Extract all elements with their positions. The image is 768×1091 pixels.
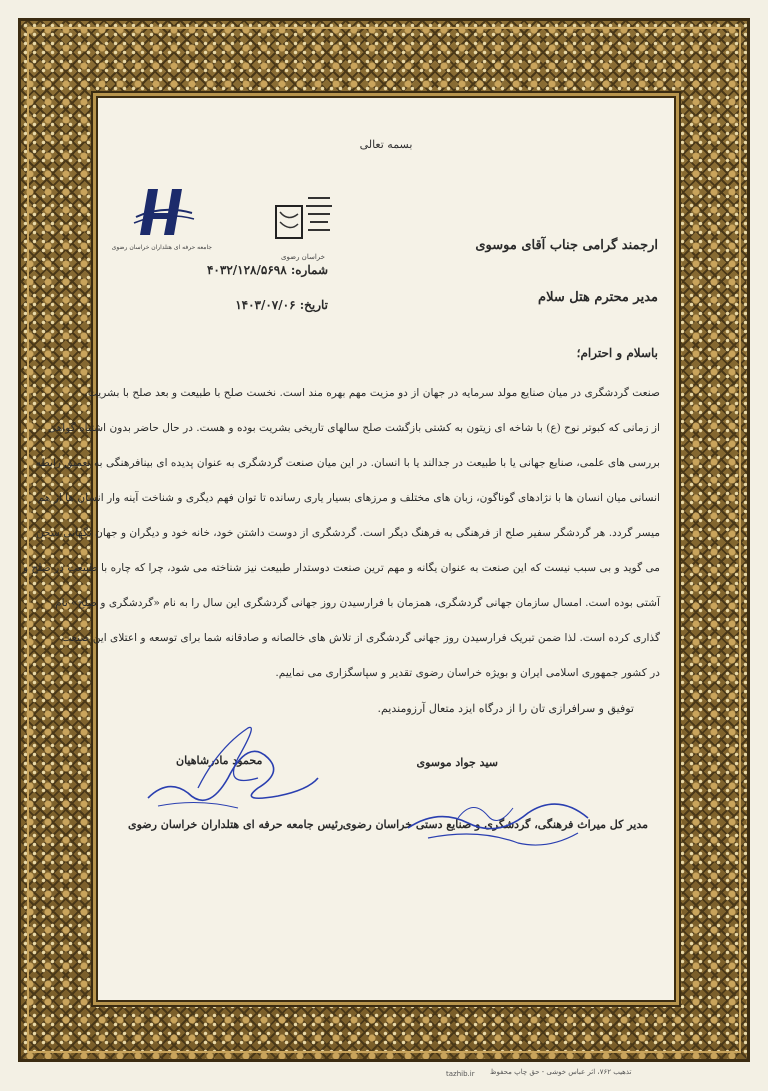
right-signature-icon [398, 788, 598, 858]
body-line: در کشور جمهوری اسلامی ایران و بویژه خراسان رضوی تقدیر و سپاسگزاری می نماییم. [275, 667, 660, 679]
left-signer-title: رئیس جامعه حرفه ای هتلداران خراسان رضوی [128, 818, 344, 831]
letter-body [22, 96, 676, 1002]
reference-number: شماره: ۴۰۳۲/۱۲۸/۵۶۹۸ [206, 263, 328, 277]
ministry-logo-icon [268, 188, 338, 248]
reference-date: تاریخ: ۱۴۰۳/۰۷/۰۶ [235, 298, 328, 312]
salutation: باسلام و احترام؛ [576, 346, 658, 360]
body-line: گذاری کرده است. لذا ضمن تبریک فرارسیدن روز جهانی گردشگری از تلاش های خالصانه و صادقانه شما برای توسعه و اعتلای این صنعت [61, 632, 660, 644]
right-signer-name: سید جواد موسوی [416, 756, 498, 769]
body-line: می گوید و بی سبب نیست که این صنعت به عنوان یگانه و مهم ترین صنعت دوستدار طبیعت نیز شناخته می شود، چرا که چاره با طبیعت در صلح و [22, 562, 660, 574]
body-line: آشتی بوده است. امسال سازمان جهانی گردشگری، همزمان با فرارسیدن روز جهانی گردشگری این سال را به نام «گردشگری و صلح» نام [55, 597, 660, 609]
left-signature-icon [138, 718, 328, 828]
body-line: میسر گردد. هر گردشگر سفیر صلح از فرهنگی به فرهنگ دیگر است. گردشگری از دوست داشتن خود، خانه خود و دیگران و جهان نگهانی سخن [35, 527, 660, 539]
body-line: انسانی میان انسان ها با نژادهای گوناگون، زبان های مختلف و مرزهای بسیار یاری رسانده تا توان فهم دیگری و شناخت آینه وار انسان ها از هم [37, 492, 660, 504]
footer-site: tazhib.ir [446, 1070, 475, 1078]
footer-credit: تذهیب ۷۶۲، اثر عباس خوشی - حق چاپ محفوظ [490, 1068, 632, 1076]
body-line: صنعت گردشگری در میان صنایع مولد سرمایه در جهان از دو مزیت مهم بهره مند است. نخست صلح با طبیعت و بعد صلح با بشریت. [84, 387, 660, 399]
guild-logo-caption: جامعه حرفه ای هتلداران خراسان رضوی [111, 244, 212, 251]
left-signer-name: محمود مادرشاهیان [176, 754, 263, 767]
bismillah: بسمه تعالی [359, 138, 413, 151]
body-line: بررسی های علمی، صنایع جهانی یا با طبیعت در جدالند یا با انسان. در این میان صنعت گردشگری به عنوان پدیده ای بینافرهنگی به تعمیق رابطه [35, 457, 660, 469]
closing: توفیق و سرافرازی تان را از درگاه ایزد متعال آرزومندیم. [377, 702, 634, 715]
right-signer-title: مدیر کل میراث فرهنگی، گردشگری و صنایع دستی خراسان رضوی [342, 818, 648, 831]
guild-logo-icon [128, 183, 198, 241]
addressee: ارجمند گرامی جناب آقای موسوی [475, 238, 658, 253]
addressee-role: مدیر محترم هتل سلام [538, 290, 658, 305]
ministry-logo-caption: خراسان رضوی [281, 253, 325, 261]
body-line: از زمانی که کبوتر نوح (ع) با شاخه ای زیتون به کشتی بازگشت صلح سالهای تاریخی بشریت بوده و هست. در حال حاضر بدون اشتباه گواهی [47, 422, 660, 434]
